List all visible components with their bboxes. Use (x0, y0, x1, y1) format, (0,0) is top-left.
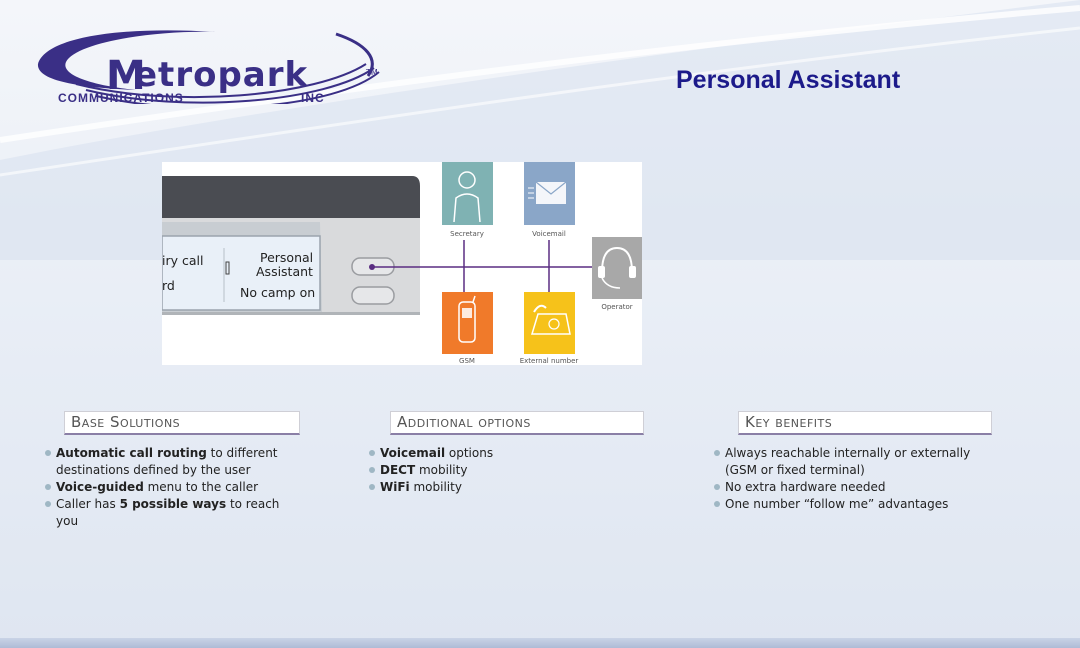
base-solutions-list (42, 445, 292, 530)
list-item: Voicemail options (366, 445, 616, 462)
list-item: Caller has 5 possible ways to reach you (42, 496, 292, 530)
list-item: Automatic call routing to different destinations defined by the user (42, 445, 292, 479)
tile-caption-gsm: GSM (459, 357, 475, 365)
key-benefits-list (711, 445, 996, 513)
key-benefits-column (725, 411, 992, 513)
list-item: DECT mobility (366, 462, 616, 479)
list-item: WiFi mobility (366, 479, 616, 496)
tile-operator (592, 237, 642, 299)
phone-label-assistant: Assistant (256, 264, 313, 279)
base-solutions-column (56, 411, 300, 530)
tile-secretary (442, 162, 493, 225)
metropark-logo (36, 24, 381, 104)
footer-bar (0, 638, 1080, 648)
list-item: Voice-guided menu to the caller (42, 479, 292, 496)
page-title: Personal Assistant (676, 66, 901, 94)
base-solutions-heading: Base Solutions (64, 411, 300, 435)
tile-caption-external-number: External number (519, 357, 579, 365)
logo-wordmark: etropark (134, 55, 309, 95)
tile-gsm (442, 292, 493, 354)
additional-options-list (366, 445, 616, 496)
phone-label-personal: Personal (260, 250, 314, 265)
tile-caption-secretary: Secretary (450, 230, 484, 238)
phone-label-no-camp-on: No camp on (240, 285, 316, 300)
logo-initial: M (106, 53, 146, 99)
tile-caption-operator: Operator (601, 303, 633, 311)
additional-options-heading: Additional options (390, 411, 644, 435)
list-item: One number “follow me” advantages (711, 496, 996, 513)
tile-external-number (524, 292, 575, 354)
tile-voicemail (524, 162, 575, 225)
phone-label-left-bottom: rd (162, 278, 175, 293)
key-benefits-heading: Key benefits (738, 411, 992, 435)
logo-subtitle: COMMUNICATIONS (58, 91, 184, 105)
logo-trademark: TM (366, 68, 378, 77)
list-item: No extra hardware needed (711, 479, 996, 496)
additional-options-column (380, 411, 644, 496)
list-item: Always reachable internally or externally (GSM or fixed terminal) (711, 445, 996, 479)
phone-label-left-top: iry call (162, 253, 204, 268)
personal-assistant-diagram (162, 162, 642, 365)
tile-caption-voicemail: Voicemail (532, 230, 566, 238)
logo-inc: INC (301, 91, 325, 105)
